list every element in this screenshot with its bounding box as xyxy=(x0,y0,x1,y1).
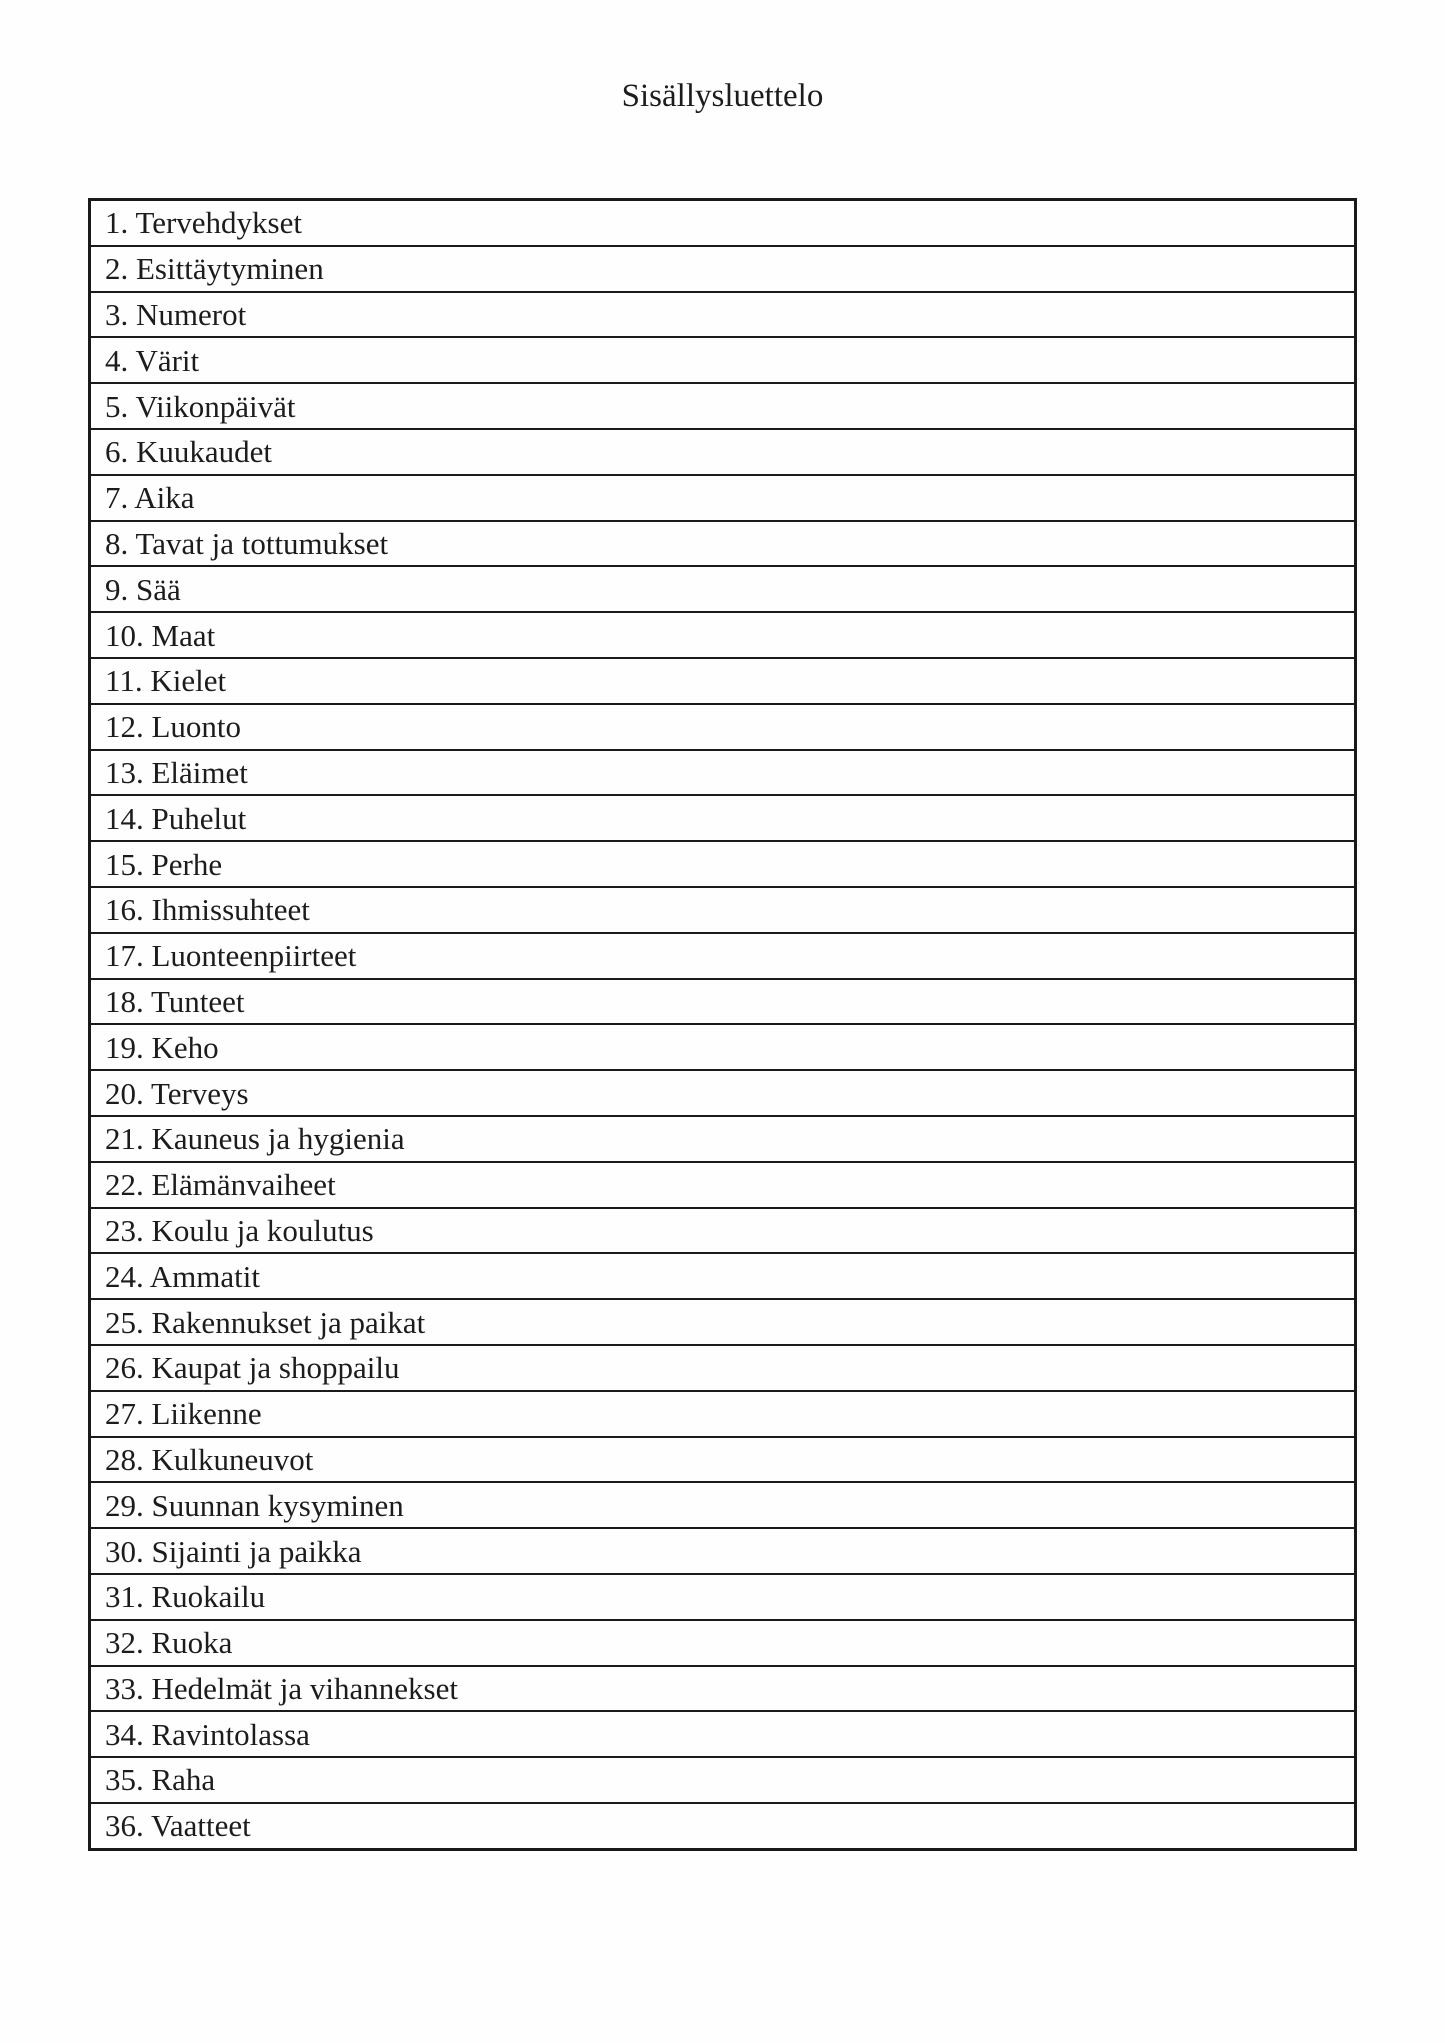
toc-item-label: 15. Perhe xyxy=(105,846,223,882)
toc-row xyxy=(91,888,1354,934)
toc-row xyxy=(91,980,1354,1026)
toc-item-label: 34. Ravintolassa xyxy=(105,1716,310,1752)
toc-row xyxy=(91,476,1354,522)
toc-item-label: 30. Sijainti ja paikka xyxy=(105,1533,362,1569)
toc-row xyxy=(91,293,1354,339)
toc-item-label: 5. Viikonpäivät xyxy=(105,388,296,424)
toc-item-label: 21. Kauneus ja hygienia xyxy=(105,1121,405,1157)
toc-item-label: 12. Luonto xyxy=(105,709,242,745)
toc-item-label: 17. Luonteenpiirteet xyxy=(105,938,357,974)
toc-item-label: 2. Esittäytyminen xyxy=(105,251,324,287)
toc-row xyxy=(91,705,1354,751)
toc-item-label: 23. Koulu ja koulutus xyxy=(105,1212,374,1248)
toc-row xyxy=(91,430,1354,476)
toc-item-label: 28. Kulkuneuvot xyxy=(105,1441,314,1477)
toc-row xyxy=(91,522,1354,568)
toc-row xyxy=(91,751,1354,797)
toc-row xyxy=(91,247,1354,293)
toc-item-label: 8. Tavat ja tottumukset xyxy=(105,525,389,561)
toc-item-label: 26. Kaupat ja shoppailu xyxy=(105,1350,400,1386)
toc-table xyxy=(88,198,1357,1851)
toc-row xyxy=(91,384,1354,430)
toc-item-label: 27. Liikenne xyxy=(105,1396,262,1432)
toc-row xyxy=(91,1300,1354,1346)
toc-item-label: 1. Tervehdykset xyxy=(105,205,302,241)
toc-item-label: 32. Ruoka xyxy=(105,1625,233,1661)
toc-item-label: 33. Hedelmät ja vihannekset xyxy=(105,1670,458,1706)
toc-row xyxy=(91,1758,1354,1804)
toc-item-label: 36. Vaatteet xyxy=(105,1808,251,1844)
toc-item-label: 29. Suunnan kysyminen xyxy=(105,1487,404,1523)
toc-item-label: 13. Eläimet xyxy=(105,754,248,790)
toc-row xyxy=(91,1025,1354,1071)
toc-row xyxy=(91,1667,1354,1713)
toc-row xyxy=(91,1254,1354,1300)
toc-item-label: 35. Raha xyxy=(105,1762,216,1798)
toc-item-label: 25. Rakennukset ja paikat xyxy=(105,1304,426,1340)
page-title: Sisällysluettelo xyxy=(621,78,824,114)
toc-item-label: 14. Puhelut xyxy=(105,800,247,836)
toc-row xyxy=(91,1163,1354,1209)
toc-row xyxy=(91,842,1354,888)
toc-item-label: 19. Keho xyxy=(105,1029,219,1065)
toc-item-label: 20. Terveys xyxy=(105,1075,249,1111)
toc-row xyxy=(91,1804,1354,1848)
toc-item-label: 18. Tunteet xyxy=(105,983,245,1019)
toc-row xyxy=(91,338,1354,384)
toc-row xyxy=(91,1438,1354,1484)
toc-row xyxy=(91,1712,1354,1758)
toc-row xyxy=(91,1529,1354,1575)
toc-item-label: 16. Ihmissuhteet xyxy=(105,892,310,928)
toc-item-label: 10. Maat xyxy=(105,617,216,653)
toc-item-label: 22. Elämänvaiheet xyxy=(105,1167,336,1203)
toc-item-label: 11. Kielet xyxy=(105,663,227,699)
toc-item-label: 31. Ruokailu xyxy=(105,1579,266,1615)
toc-row xyxy=(91,201,1354,247)
toc-item-label: 4. Värit xyxy=(105,342,200,378)
toc-row xyxy=(91,1071,1354,1117)
toc-item-label: 6. Kuukaudet xyxy=(105,434,273,470)
toc-row xyxy=(91,934,1354,980)
toc-row xyxy=(91,1392,1354,1438)
toc-item-label: 7. Aika xyxy=(105,480,195,516)
toc-row xyxy=(91,1483,1354,1529)
toc-row xyxy=(91,613,1354,659)
toc-row xyxy=(91,659,1354,705)
toc-item-label: 9. Sää xyxy=(105,571,181,607)
toc-row xyxy=(91,1575,1354,1621)
toc-row xyxy=(91,1209,1354,1255)
toc-row xyxy=(91,567,1354,613)
toc-row xyxy=(91,1621,1354,1667)
toc-row xyxy=(91,796,1354,842)
toc-item-label: 24. Ammatit xyxy=(105,1258,260,1294)
toc-row xyxy=(91,1117,1354,1163)
toc-row xyxy=(91,1346,1354,1392)
toc-item-label: 3. Numerot xyxy=(105,296,247,332)
